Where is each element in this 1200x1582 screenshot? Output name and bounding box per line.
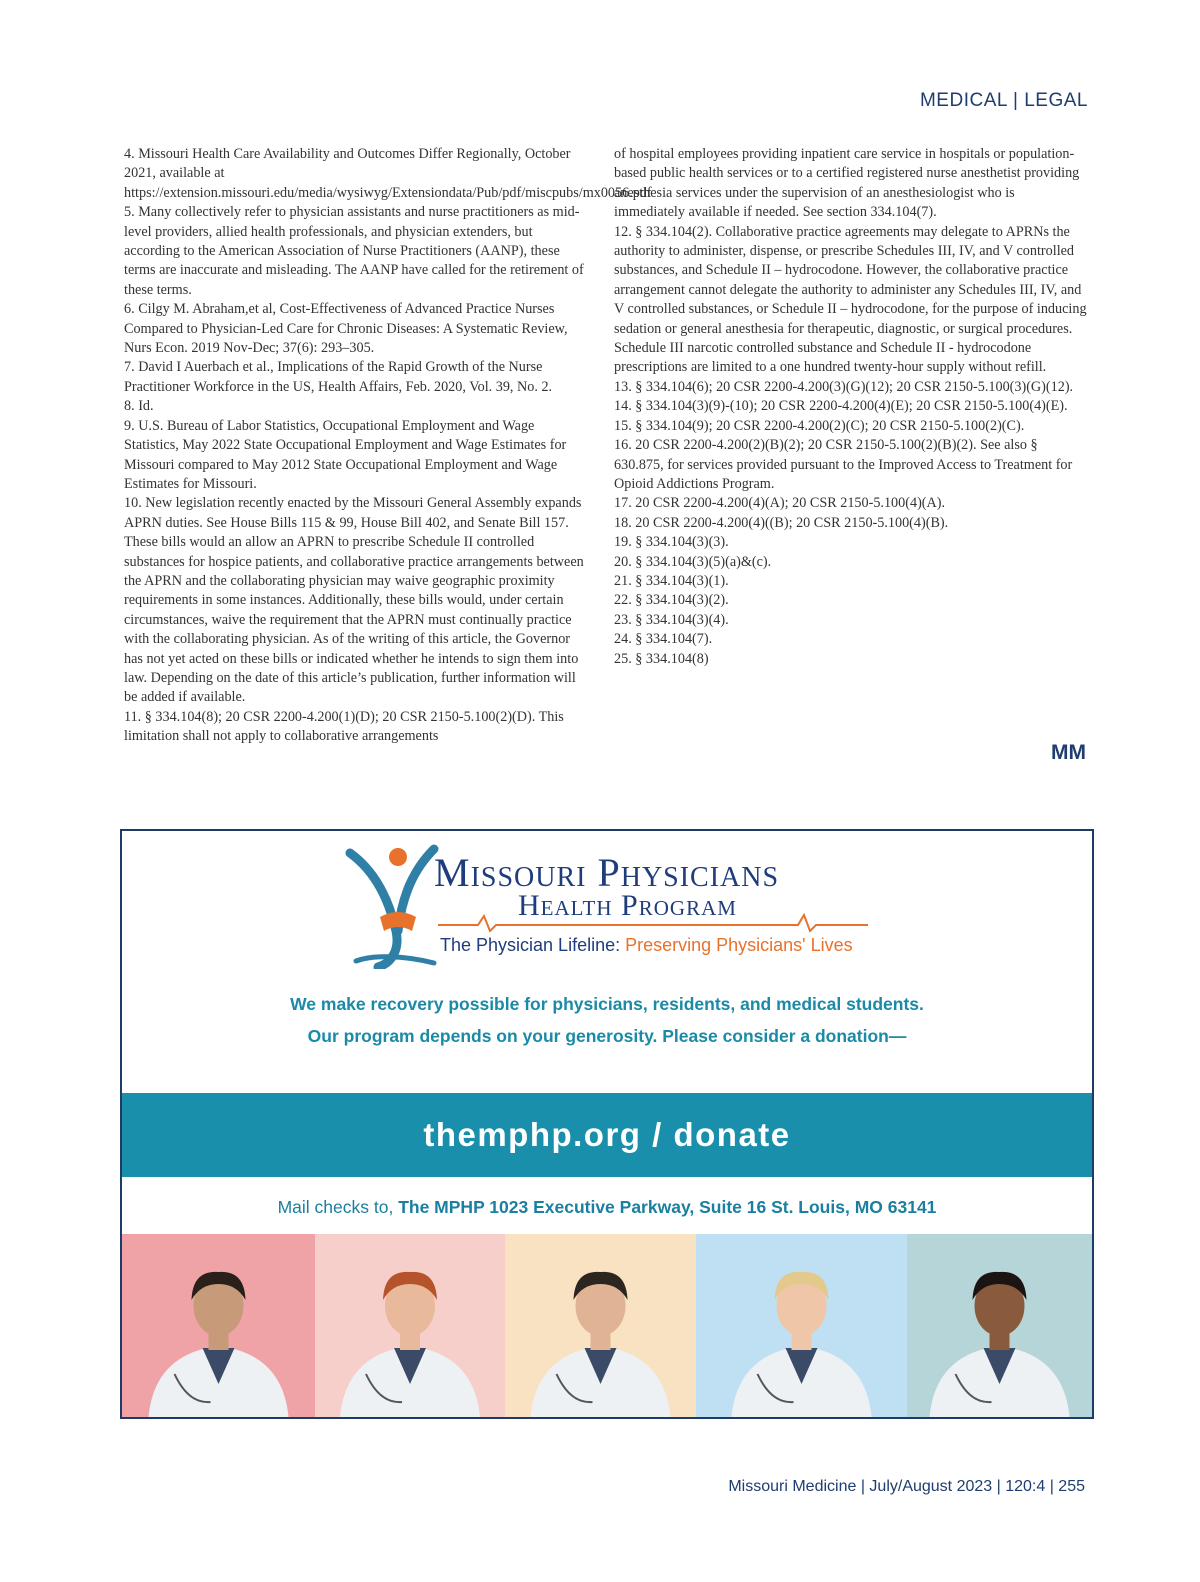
mail-address: The MPHP 1023 Executive Parkway, Suite 16 St. Louis, MO 63141 bbox=[398, 1197, 937, 1217]
endnote-13: 13. § 334.104(6); 20 CSR 2200-4.200(3)(G)(12); 20 CSR 2150-5.100(3)(G)(12). bbox=[614, 378, 1074, 395]
physician-photo-5 bbox=[907, 1234, 1092, 1417]
donate-url[interactable]: themphp.org / donate bbox=[423, 1116, 791, 1153]
endnote-11: 11. § 334.104(8); 20 CSR 2200-4.200(1)(D); 20 CSR 2150-5.100(2)(D). This limitation shall not apply to collaborative arrangements bbox=[124, 708, 564, 745]
logo-title: Missouri Physicians bbox=[434, 850, 780, 895]
endnote-7: 7. David I Auerbach et al., Implications of the Rapid Growth of the Nurse Practitioner Workforce in the US, Health Affairs, Feb. 2020, Vol. 39, No. 2. bbox=[124, 359, 553, 395]
physician-illustration bbox=[122, 1234, 315, 1417]
endnote-25: 25. § 334.104(8) bbox=[614, 650, 709, 667]
physician-photo-2 bbox=[315, 1234, 505, 1417]
endnote-12: 12. § 334.104(2). Collaborative practice agreements may delegate to APRNs the authority to administer, dispense, or prescribe Schedules III, IV, and V controlled substances, and Schedule II – hydrocodone. However, the collaborative practice arrangement cannot delegate the authority to administer any Schedules III, IV, and V controlled substances, or Schedule II – hydrocodone, for the purpose of inducing sedation or general anesthesia for therapeutic, diagnostic, or surgical procedures. Schedule III narcotic controlled substance and Schedule II - hydrocodone prescriptions are limited to a one hundred twenty-hour supply without refill. bbox=[614, 223, 1087, 376]
logo-subtitle: Health Program bbox=[518, 889, 737, 922]
endnote-8: 8. Id. bbox=[124, 398, 154, 415]
logo-tagline bbox=[440, 935, 853, 956]
physician-photo-3 bbox=[505, 1234, 696, 1417]
page-footer: Missouri Medicine | July/August 2023 | 120:4 | 255 bbox=[728, 1478, 1085, 1495]
endnote-19: 19. § 334.104(3)(3). bbox=[614, 534, 729, 551]
tagline-part-1: The Physician Lifeline: bbox=[440, 935, 626, 955]
physician-photo-4 bbox=[696, 1234, 907, 1417]
mail-checks-line bbox=[122, 1197, 1092, 1218]
physician-illustration bbox=[315, 1234, 505, 1417]
physician-photo-1 bbox=[122, 1234, 315, 1417]
endnote-10: 10. New legislation recently enacted by the Missouri General Assembly expands APRN duties. See House Bills 115 & 99, House Bill 402, and Senate Bill 157. These bills would an allow an APRN to prescribe Schedule II controlled substances for hospice patients, and collaborative practice arrangements between the APRN and the collaborating physician may waive geographic proximity requirements in some instances. Additionally, these bills would, under certain circumstances, waive the requirement that the APRN must continually practice with the collaborating physician. As of the writing of this article, the Governor has not yet acted on these bills or indicated whether he intends to sign them into law. Depending on the date of this article’s publication, further information will be added if available. bbox=[124, 495, 584, 706]
endnote-9: 9. U.S. Bureau of Labor Statistics, Occupational Employment and Wage Statistics, May 2022 State Occupational Employment and Wage Estimates for Missouri compared to May 2012 State Occupational Employment and Wage Estimates for Missouri. bbox=[124, 417, 567, 492]
endnote-5: 5. Many collectively refer to physician assistants and nurse practitioners as mid-level providers, allied health professionals, and physician extenders, but according to the American Association of Nurse Practitioners (AANP), these terms are inaccurate and misleading. The AANP have called for the retirement of these terms. bbox=[124, 204, 584, 298]
endnote-11-continued: of hospital employees providing inpatient care service in hospitals or population-based public health services or to a certified registered nurse anesthetist providing anesthesia services under the supervision of an anesthesiologist who is immediately available if needed. See section 334.104(7). bbox=[614, 146, 1080, 221]
endnote-16: 16. 20 CSR 2200-4.200(2)(B)(2); 20 CSR 2150-5.100(2)(B)(2). See also § 630.875, for services provided pursuant to the Improved Access to Treatment for Opioid Addictions Program. bbox=[614, 437, 1073, 492]
end-mark: MM bbox=[1051, 741, 1086, 764]
physician-photo-strip bbox=[122, 1234, 1092, 1417]
endnotes-right-column bbox=[614, 145, 1088, 669]
endnote-22: 22. § 334.104(3)(2). bbox=[614, 592, 729, 609]
mail-prefix: Mail checks to, bbox=[277, 1197, 399, 1217]
physician-illustration bbox=[907, 1234, 1092, 1417]
endnote-17: 17. 20 CSR 2200-4.200(4)(A); 20 CSR 2150-5.100(4)(A). bbox=[614, 495, 946, 512]
heartbeat-line-icon bbox=[438, 913, 868, 933]
endnote-15: 15. § 334.104(9); 20 CSR 2200-4.200(2)(C); 20 CSR 2150-5.100(2)(C). bbox=[614, 417, 1025, 434]
endnote-18: 18. 20 CSR 2200-4.200(4)((B); 20 CSR 2150-5.100(4)(B). bbox=[614, 514, 949, 531]
endnote-23: 23. § 334.104(3)(4). bbox=[614, 611, 729, 628]
endnotes-left-column bbox=[124, 145, 652, 747]
physician-illustration bbox=[696, 1234, 907, 1417]
endnote-24: 24. § 334.104(7). bbox=[614, 631, 713, 648]
ad-donation-line: Our program depends on your generosity. Please consider a donation— bbox=[307, 1026, 907, 1046]
endnote-20: 20. § 334.104(3)(5)(a)&(c). bbox=[614, 553, 772, 570]
section-label: MEDICAL | LEGAL bbox=[919, 90, 1088, 111]
lifeline-figure-icon bbox=[342, 839, 442, 969]
endnote-4: 4. Missouri Health Care Availability and Outcomes Differ Regionally, October 2021, available at https://extension.missouri.edu/media/wysiwyg/Extensiondata/Pub/pdf/miscpubs/mx0056.pdf bbox=[124, 146, 652, 201]
physician-illustration bbox=[505, 1234, 696, 1417]
donate-band bbox=[122, 1093, 1092, 1177]
endnote-6: 6. Cilgy M. Abraham,et al, Cost-Effectiveness of Advanced Practice Nurses Compared to Physician-Led Care for Chronic Diseases: A Systematic Review, Nurs Econ. 2019 Nov-Dec; 37(6): 293–305. bbox=[124, 301, 568, 357]
ad-recovery-line: We make recovery possible for physicians, residents, and medical students. bbox=[290, 994, 924, 1014]
mphp-advertisement bbox=[120, 829, 1094, 1419]
mphp-logo bbox=[342, 839, 882, 969]
tagline-part-2: Preserving Physicians' Lives bbox=[625, 935, 853, 955]
endnote-14: 14. § 334.104(3)(9)-(10); 20 CSR 2200-4.200(4)(E); 20 CSR 2150-5.100(4)(E). bbox=[614, 398, 1068, 415]
endnote-21: 21. § 334.104(3)(1). bbox=[614, 572, 729, 589]
